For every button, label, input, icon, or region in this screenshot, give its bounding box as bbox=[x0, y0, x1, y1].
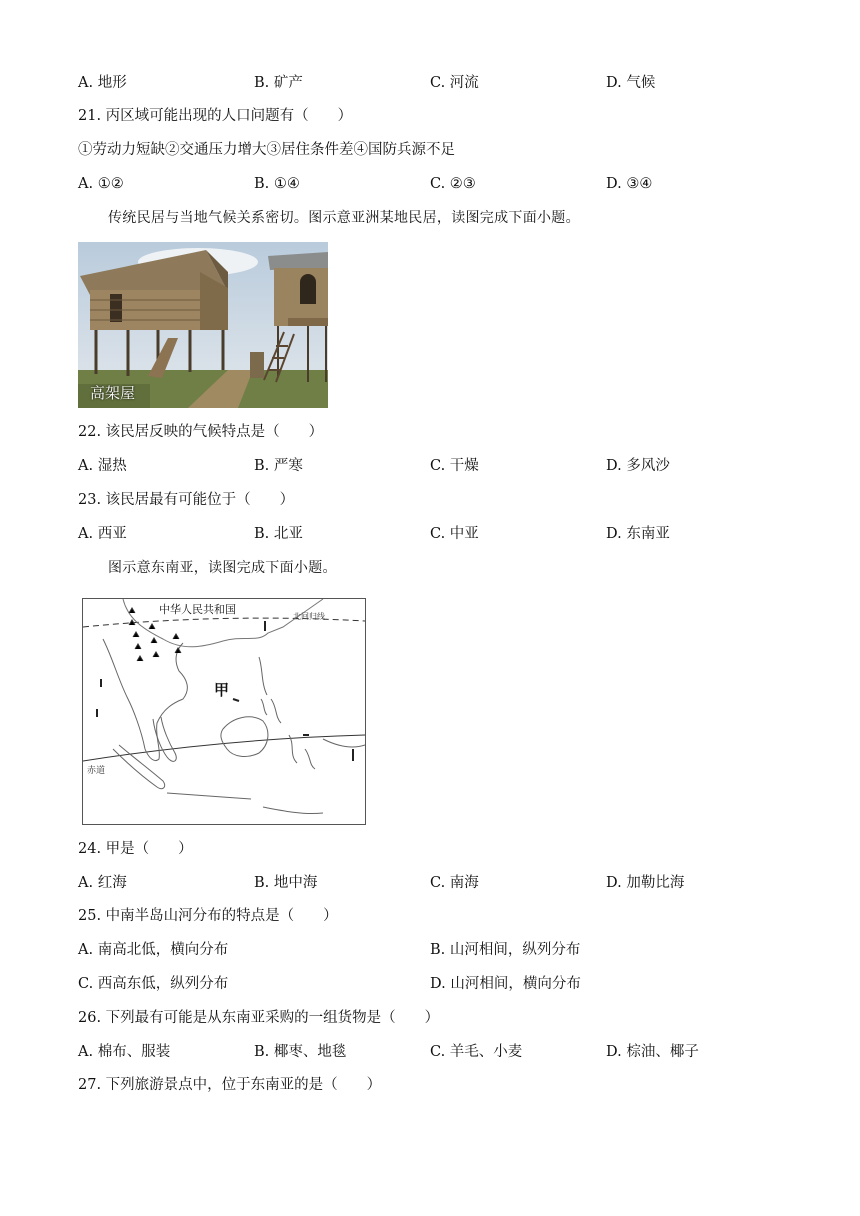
q25-option-d: D. 山河相间，横向分布 bbox=[430, 976, 581, 992]
q23-option-d: D. 东南亚 bbox=[606, 526, 670, 542]
q20-option-c: C. 河流 bbox=[430, 75, 479, 91]
q21-option-c: C. ②③ bbox=[430, 176, 476, 192]
q24-option-d: D. 加勒比海 bbox=[606, 875, 685, 891]
q23-option-b: B. 北亚 bbox=[254, 526, 303, 542]
q20-option-d: D. 气候 bbox=[606, 75, 656, 91]
q26-option-d: D. 棕油、椰子 bbox=[606, 1044, 699, 1060]
q21-option-d: D. ③④ bbox=[606, 176, 653, 192]
stilt-house-photo bbox=[78, 242, 328, 408]
map-label-country: 中华人民共和国 bbox=[159, 603, 236, 616]
q25-option-c: C. 西高东低，纵列分布 bbox=[78, 976, 229, 992]
q24-option-a: A. 红海 bbox=[78, 875, 127, 891]
q25-option-a: A. 南高北低，横向分布 bbox=[78, 942, 229, 958]
map-label-equator: 赤道 bbox=[87, 766, 106, 776]
q27-stem: 27. 下列旅游景点中，位于东南亚的是（ ） bbox=[78, 1077, 382, 1093]
q24-stem: 24. 甲是（ ） bbox=[78, 841, 193, 857]
intro-dwelling: 传统民居与当地气候关系密切。图示意亚洲某地民居，读图完成下面小题。 bbox=[108, 210, 580, 226]
q22-option-b: B. 严寒 bbox=[254, 458, 303, 474]
q24-option-b: B. 地中海 bbox=[254, 875, 318, 891]
q22-option-a: A. 湿热 bbox=[78, 458, 127, 474]
q23-option-c: C. 中亚 bbox=[430, 526, 479, 542]
southeast-asia-map bbox=[82, 598, 366, 825]
q22-option-c: C. 干燥 bbox=[430, 458, 479, 474]
q25-stem: 25. 中南半岛山河分布的特点是（ ） bbox=[78, 908, 338, 924]
q24-option-c: C. 南海 bbox=[430, 875, 479, 891]
q21-option-a: A. ①② bbox=[78, 176, 124, 192]
q21-items: ①劳动力短缺②交通压力增大③居住条件差④国防兵源不足 bbox=[78, 142, 455, 158]
q21-stem: 21. 丙区域可能出现的人口问题有（ ） bbox=[78, 108, 353, 124]
map-marker-jia: 甲 bbox=[214, 681, 230, 699]
q22-option-d: D. 多风沙 bbox=[606, 458, 670, 474]
q22-stem: 22. 该民居反映的气候特点是（ ） bbox=[78, 424, 324, 440]
q20-option-b: B. 矿产 bbox=[254, 75, 303, 91]
q26-option-a: A. 棉布、服装 bbox=[78, 1044, 171, 1060]
q25-option-b: B. 山河相间，纵列分布 bbox=[430, 942, 581, 958]
q26-option-c: C. 羊毛、小麦 bbox=[430, 1044, 523, 1060]
intro-southeast-asia: 图示意东南亚，读图完成下面小题。 bbox=[108, 560, 337, 576]
map-label-tropic: 北回归线 bbox=[293, 612, 325, 621]
q23-stem: 23. 该民居最有可能位于（ ） bbox=[78, 492, 295, 508]
q20-option-a: A. 地形 bbox=[78, 75, 127, 91]
q26-option-b: B. 椰枣、地毯 bbox=[254, 1044, 347, 1060]
q26-stem: 26. 下列最有可能是从东南亚采购的一组货物是（ ） bbox=[78, 1010, 440, 1026]
photo-caption: 高架屋 bbox=[90, 384, 136, 402]
q23-option-a: A. 西亚 bbox=[78, 526, 127, 542]
q21-option-b: B. ①④ bbox=[254, 176, 300, 192]
